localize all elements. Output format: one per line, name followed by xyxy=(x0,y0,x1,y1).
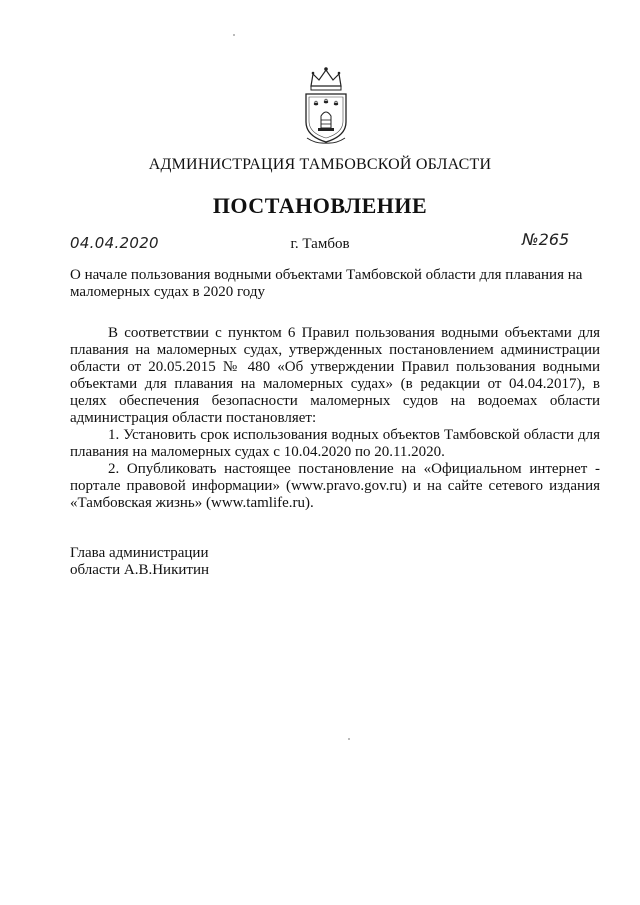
document-number: №265 xyxy=(522,230,570,249)
document-body xyxy=(70,325,600,512)
document-subject: О начале пользования водными объектами Тамбовской области для плавания на маломерных судах в 2020 году xyxy=(70,267,583,300)
coat-of-arms-icon xyxy=(301,64,351,144)
document-city: г. Тамбов xyxy=(290,236,350,252)
body-item-2: 2. Опубликовать настоящее постановление на «Официальном интернет - портале правовой информации» (www.pravo.gov.ru) и на сайте сетевого издания «Тамбовская жизнь» (www.tamlife.ru). xyxy=(70,461,600,511)
signature-title: Глава администрации xyxy=(70,545,209,561)
document-type-title: ПОСТАНОВЛЕНИЕ xyxy=(212,193,428,218)
body-item-1: 1. Установить срок использования водных объектов Тамбовской области для плавания на маломерных судах с 10.04.2020 по 20.11.2020. xyxy=(70,427,600,460)
signature-name: области А.В.Никитин xyxy=(70,562,210,578)
organization-name: АДМИНИСТРАЦИЯ ТАМБОВСКОЙ ОБЛАСТИ xyxy=(148,156,492,173)
scan-speck xyxy=(233,34,235,36)
scan-speck xyxy=(348,738,350,740)
document-date: 04.04.2020 xyxy=(70,234,159,252)
signature-block xyxy=(70,545,209,579)
body-preamble: В соответствии с пунктом 6 Правил пользования водными объектами для плавания на маломерных судах, утвержденных постановлением администрации области от 20.05.2015 № 480 «Об утверждении Правил пользования водными объектами для плавания на маломерных судах» (в редакции от 04.04.2017), в целях обеспечения безопасности маломерных судов на водоемах области администрация области постановляет: xyxy=(70,325,600,426)
